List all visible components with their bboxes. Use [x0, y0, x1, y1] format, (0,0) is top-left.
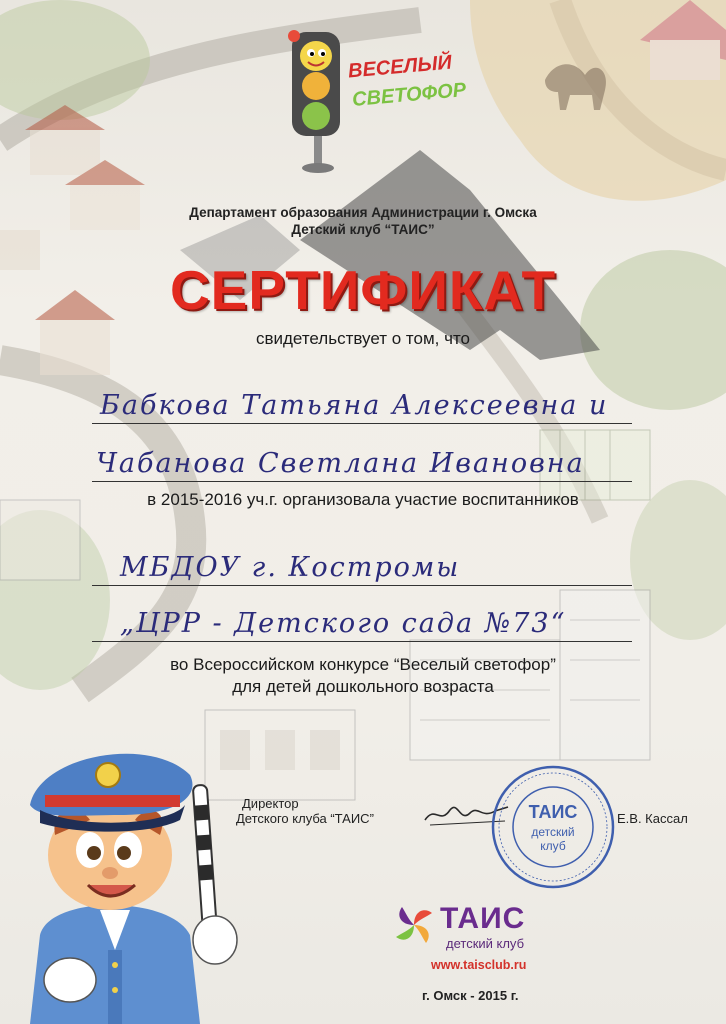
- organization-line2: „ЦРР - Детского сада №73“: [120, 608, 567, 639]
- director-name: Е.В. Кассал: [617, 811, 688, 826]
- director-position-line1: Директор: [242, 796, 299, 811]
- organization-line1: МБДОУ г. Костромы: [120, 552, 461, 583]
- policeman-mascot-icon: [0, 735, 255, 1024]
- footer-website-link[interactable]: www.taisclub.ru: [431, 958, 527, 972]
- footer-logo-subtitle: детский клуб: [446, 936, 525, 951]
- recipient-name-line1: Бабкова Татьяна Алексеевна и: [100, 390, 609, 421]
- footer-logo-name: ТАИС: [440, 902, 526, 935]
- activity-text: в 2015-2016 уч.г. организовала участие воспитанников: [147, 490, 579, 509]
- club-name: Детский клуб “ТАИС”: [291, 222, 435, 237]
- department-name: Департамент образования Администрации г. Омска: [189, 205, 537, 220]
- stamp-center-line3: клуб: [540, 839, 566, 853]
- logo-title-line1: ВЕСЕЛЫЙ: [347, 51, 453, 83]
- fill-line-1: [92, 423, 632, 424]
- official-stamp-icon: [483, 762, 623, 892]
- fill-line-3: [92, 585, 632, 586]
- stamp-center-line1: ТАИС: [528, 802, 578, 822]
- certificate-subtitle: свидетельствует о том, что: [255, 329, 471, 348]
- footer-place-year: г. Омск - 2015 г.: [422, 988, 519, 1003]
- audience-text: для детей дошкольного возраста: [232, 677, 494, 696]
- stamp-center-line2: детский: [531, 825, 575, 839]
- contest-text: во Всероссийском конкурсе “Веселый светофор”: [170, 655, 556, 674]
- logo-title-line2: СВЕТОФОР: [351, 79, 467, 111]
- director-position-line2: Детского клуба “ТАИС”: [236, 811, 374, 826]
- fill-line-4: [92, 641, 632, 642]
- fill-line-2: [92, 481, 632, 482]
- tais-pinwheel-logo-icon: [392, 903, 436, 947]
- certificate-title: СЕРТИФИКАТ: [169, 259, 557, 321]
- recipient-name-line2: Чабанова Светлана Ивановна: [96, 448, 585, 479]
